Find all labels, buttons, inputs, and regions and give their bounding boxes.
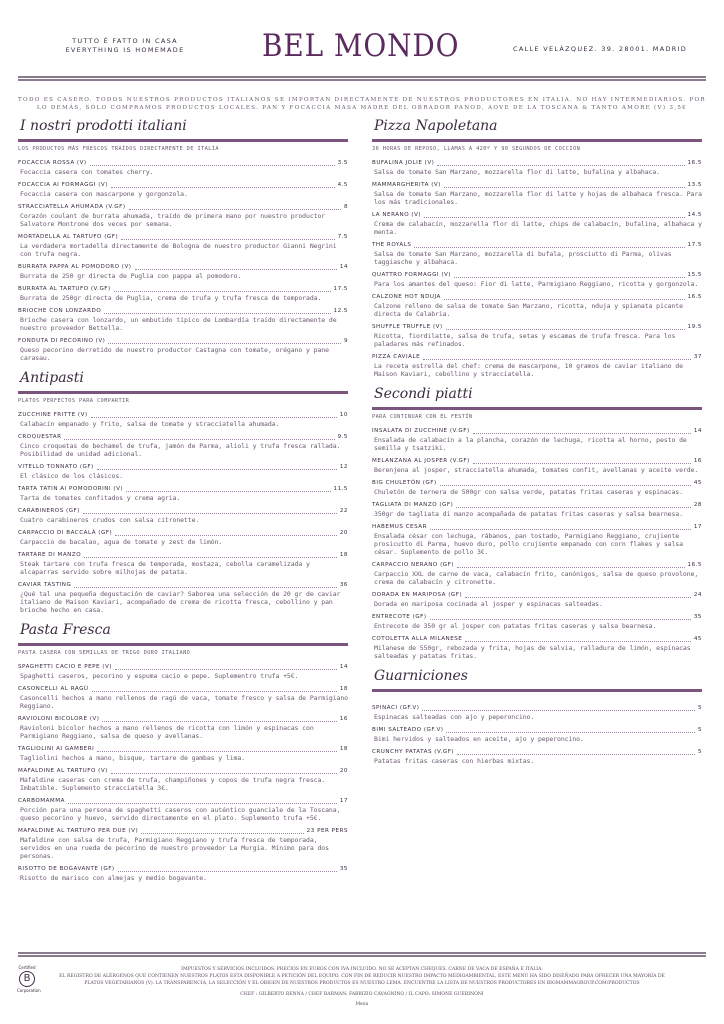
menu-item [18,865,348,882]
dot-leader [430,529,691,530]
item-description: Berenjena al josper, stracciatella ahumada, tomates confit, avellanas y aceite verde. [374,466,699,474]
dot-leader [91,417,337,418]
dot-leader [115,535,337,536]
item-name: ZUCCHINE FRITTE (V) [18,412,88,418]
item-price: 35 [693,614,702,620]
dot-leader [115,669,337,670]
menu-column-right [372,116,702,771]
item-price: 20 [339,768,348,774]
menu-item [372,159,702,176]
item-price: 13.5 [687,182,702,188]
item-name: STRACCIATELLA AHUMADA (V.GF) [18,204,126,210]
menu-item [372,726,702,743]
item-description: Mafaldine caseras con crema de trufa, champiñones y copos de trufa negra fresca. Imbatible. Suplemento stracciatella 3€. [20,776,326,792]
item-description: Carpaccio XXL de carne de vaca, calabacín frito, canónigos, salsa de queso provolone, crema de calabacín y citronette. [374,570,699,586]
item-name: BURRATA AL TARTUFO (V.GF) [18,286,111,292]
menu-item [372,181,702,206]
item-description: Ravioloni bicolor hechos a mano rellenos de ricotta con limón y espinacas con Parmigiano Reggiano, salsa de queso y avellanas. [20,724,314,740]
item-description: Ricotta, fiordilatte, salsa de trufa, setas y escamas de trufa fresca. Para los paladares más refinados. [374,332,676,348]
item-name: INSALATA DI ZUCCHINE (V.GF) [372,428,470,434]
item-price: 14 [339,664,348,670]
item-name: BUFALINA JOLIE (V) [372,160,435,166]
dot-leader [454,277,684,278]
item-name: RISOTTO DE BOGAVANTE (GF) [18,866,115,872]
item-description: Queso pecorino derretido de nuestro productor Castagna con tomate, orégano y pane carasau. [20,346,329,362]
item-name: VITELLO TONNATO (GF) [18,464,94,470]
menu-item [18,827,348,860]
item-price: 16.5 [687,294,702,300]
item-name: QUATTRO FORMAGGI (V) [372,272,452,278]
item-price: 37 [693,354,702,360]
dot-leader [457,567,685,568]
item-description: Bimi hervidos y salteados en aceite, ajo y peperoncino. [374,735,584,743]
menu-item [372,613,702,630]
item-description: Ensalada de calabacín a la plancha, corazón de lechuga, ricotta al horno, pesto de semilla y tsatziki. [374,436,687,452]
section-divider [372,139,702,142]
item-description: ¿Qué tal una pequeña degustación de caviar? Saborea una selección de 20 gr de caviar italiano de Maison Kaviari, acompañado de crema de ricotta fresca, cebollino y pan brioche hecho en casa. [20,590,341,614]
item-description: Milanese de 550gr, rebozada y frita, hojas de salvia, ralladura de limón, espinacas salteadas y patatas fritas. [374,644,691,660]
item-price: 11.5 [333,486,348,492]
menu-section [18,116,348,362]
item-name: SHUFFLE TRUFFLE (V) [372,324,443,330]
item-price: 16.5 [687,562,702,568]
item-name: CASONCELLI AL RAGÙ [18,686,89,692]
item-description: Dorada en mariposa cocinada al josper y espinacas salteadas. [374,600,603,608]
item-name: TARTA TATIN AI POMODORINI (V) [18,486,124,492]
address: CALLE VELÁZQUEZ. 39. 28001. MADRID [513,45,688,53]
item-name: HABEMUS CESAR [372,524,427,530]
item-name: MAMMARGHERITA (V) [372,182,441,188]
dot-leader [83,513,337,514]
item-price: 18 [339,746,348,752]
item-description: Salsa de tomate San Marzano, mozzarella flor di latte y hojas de albahaca fresca. Para los más tradicionales. [374,190,702,206]
item-price: 9.5 [337,434,348,440]
item-description: La verdadera mortadella directamente de Bologna de nuestro productor Gianni Negrini con trufa negra. [20,242,337,258]
item-description: Burrata de 250gr directa de Puglia, crema de trufa y trufa fresca de temporada. [20,294,322,302]
item-name: FONDUTA DI PECORINO (V) [18,338,106,344]
item-name: THE ROYALS [372,242,412,248]
menu-item [18,307,348,332]
item-description: Tagliolini hechos a mano, bisque, tartare de gambas y lima. [20,754,245,762]
section-subtitle: PARA CONTINUAR CON EL FESTÍN [372,414,473,420]
dot-leader [92,691,337,692]
item-price: 45 [693,636,702,642]
item-price: 16 [339,716,348,722]
item-description: Ensalada césar con lechuga, rábanos, pan tostado, Parmigiano Reggiano, crujiente prosicutto di Parma, huevo duro, pollo crujiente empanado con corn flakes y salsa césar. Suplemento de pollo 3€. [374,532,683,556]
dot-leader [68,803,337,804]
item-price: 4.5 [337,182,348,188]
item-description: Corazón coulant de burrata ahumada, traído de primera mano por nuestro productor Salvatore Montrone dos veces por semana. [20,212,326,228]
menu-item [18,507,348,524]
item-name: FOCACCIA ROSSA (V) [18,160,87,166]
menu-item [18,485,348,502]
item-price: 5 [697,705,702,711]
tagline-italian: TUTTO È FATTO IN CASA [72,37,178,45]
item-price: 15.5 [687,272,702,278]
item-name: CROQUESTAR [18,434,62,440]
footer-credits: CHEF : GILBERTO RENNA / CHEF BARMAN: FABRIZIO CAVAGNINO / IL CAPO: SIMONE GUERINONI [240,992,484,997]
item-description: Focaccia casera con mascarpone y gorgonzola. [20,190,188,198]
item-name: CARABINEROS (GF) [18,508,80,514]
menu-item [372,748,702,765]
dot-leader [444,299,685,300]
menu-item [372,457,702,474]
dot-leader [414,247,684,248]
item-price: 36 [339,582,348,588]
dot-leader [473,433,691,434]
menu-item [372,479,702,496]
restaurant-logo: BEL MONDO [262,28,460,64]
menu-item [372,635,702,660]
item-description: Mafaldine con salsa de trufa, Parmigiano Reggiano y trufa fresca de temporada, servidos en una rueda de pecorino de nuestro proveedor La Murgia. Mínimo para dos personas. [20,836,329,860]
dot-leader [424,217,684,218]
dot-leader [126,491,330,492]
menu-section [372,116,702,378]
footer-divider [18,952,706,957]
item-price: 17.5 [333,286,348,292]
footer-line-2: EL REGISTRO DE ALÉRGENOS QUE CONTIENEN NUESTROS PLATOS ESTÁ DISPONIBLE A PETICIÓN DEL EQUIPO. CON FIN DE REDUCIR NUESTRO IMPACTO MEDIOAMBIENTAL, ESTE MENÚ HA SIDO DISEÑADO PARA OFRECER UNA MAYORÍA DE PLATOS VEGETARIANOS (V). LA TRANSPARENCIA, LA SELECCIÓN Y EL ORIGEN DE NUESTROS PRODUCTOS ES NUESTRO LEMA. ENCUENTRE LA LISTA DE NUESTROS PRODUCTORES EN BIGMAMMAGROUP.COM/PRODUCTOS [59,974,665,986]
item-price: 14.5 [687,212,702,218]
item-name: MAFALDINE AL TARTUFO PER DUE (V) [18,828,139,834]
menu-section [18,368,348,614]
item-name: BRIOCHE CON LONZARDO [18,308,102,314]
item-price: 18 [339,552,348,558]
item-price: 20 [339,530,348,536]
menu-item [372,323,702,348]
menu-item [18,285,348,302]
item-description: Brioche casera con lonzardo, un embutido típico de Lombardía traído directamente de nuestro proveedor Bettella. [20,316,337,332]
item-description: Calabacín empanado y frito, salsa de tomate y stracciatella ahumada. [20,420,280,428]
menu-item [372,293,702,318]
item-description: Cinco croquetas de bechamel de trufa, jamón de Parma, alioli y trufa fresca rallada. Posibilidad de unidad adicional. [20,442,341,458]
item-description: Risotto de marisco con almejas y medio bogavante. [20,874,207,882]
item-name: TAGLIATA DI MANZO (GF) [372,502,454,508]
item-description: Para los amantes del queso: Fior di latte, Parmigiano Reggiano, ricotta y gorgonzola. [374,280,699,288]
item-price: 22 [339,508,348,514]
dot-leader [64,439,334,440]
section-divider [372,407,702,410]
menu-item [372,523,702,556]
menu-item [18,337,348,362]
menu-item [18,551,348,576]
dot-leader [74,587,337,588]
item-price: 10 [339,412,348,418]
menu-item [372,704,702,721]
item-description: Focaccia casera con tomates cherry. [20,168,154,176]
dot-leader [97,751,337,752]
item-name: CRUNCHY PATATAS (V.GF) [372,749,455,755]
item-price: 17 [339,798,348,804]
menu-item [18,463,348,480]
intro-text: TODO ES CASERO. TODOS NUESTROS PRODUCTOS ITALIANOS SE IMPORTAN DIRECTAMENTE DE NUESTROS PRODUCTORES EN ITALIA. NO HAY INTERMEDIARIOS. POR LO DEMÁS, SÓLO COMPRAMOS PRODUCTOS LOCALES. PAN Y FOCACCIA MASA MADRE DEL OBRADOR PANOD, AOVE DE LA TOSCANA & TANTO AMORE (V) 3,5€ [18,97,706,111]
page-label: Menu [355,1002,369,1007]
menu-section [18,620,348,882]
menu-item [18,797,348,822]
section-subtitle: 36 HORAS DE REPOSO, LLAMAS A 420º Y 90 SEGUNDOS DE COCCIÓN [372,146,581,152]
dot-leader [84,557,337,558]
item-name: ENTRECOTE (GF) [372,614,427,620]
item-price: 18 [339,686,348,692]
menu-item [18,233,348,258]
menu-item [18,411,348,428]
dot-leader [465,641,691,642]
menu-item [18,715,348,740]
dot-leader [97,469,337,470]
item-name: CARPACCIO NERANO (GF) [372,562,454,568]
dot-leader [104,313,330,314]
section-divider [18,139,348,142]
item-price: 23 PER PERS [306,828,348,834]
section-title: Antipasti [20,370,84,386]
item-price: 7.5 [337,234,348,240]
dot-leader [111,187,335,188]
item-description: Spaghetti caseros, pecorino y espuma cacio e pepe. Suplementro trufa +5€. [20,672,299,680]
menu-item [18,745,348,762]
dot-leader [129,209,341,210]
dot-leader [135,269,337,270]
item-description: Carpaccio de bacalao, agua de tomate y zest de limón. [20,538,223,546]
dot-leader [446,732,694,733]
dot-leader [430,619,691,620]
section-title: Pasta Fresca [20,622,111,638]
dot-leader [118,871,337,872]
item-name: MORTADELLA AL TARTUFO (GF) [18,234,119,240]
badge-top: Certified [18,965,36,970]
dot-leader [141,833,304,834]
item-price: 16.5 [687,160,702,166]
menu-item [18,203,348,228]
item-price: 3.5 [337,160,348,166]
dot-leader [473,463,691,464]
dot-leader [90,165,335,166]
item-price: 9 [343,338,348,344]
footer-line-1: IMPUESTOS Y SERVICIOS INCLUIDOS. PRECIOS EN EUROS CON IVA INCLUIDO. NO SE ACEPTAN CHEQUES. CARNE DE VACA DE ESPAÑA E ITALIA. [181,967,543,972]
item-name: CARPACCIO DI BACCALÀ (GF) [18,530,113,536]
item-description: Espinacas salteadas con ajo y peperoncino. [374,713,535,721]
section-subtitle: LOS PRODUCTOS MÁS FRESCOS TRAÍDOS DIRECTAMENTE DE ITALIA [18,146,219,152]
menu-section [372,384,702,660]
item-price: 24 [693,592,702,598]
section-subtitle: PASTA CASERA CON SEMILLAS DE TRIGO DURO ITALIANO [18,650,191,656]
menu-item [18,663,348,680]
dot-leader [422,710,694,711]
item-description: Porción para una persona de spaghetti caseros con auténtico guanciale de la Toscana, queso pecorino y huevo, servido directamente en el plato. Suplemento trufa +5€. [20,806,341,822]
item-description: Cuatro carabineros crudos con salsa citronette. [20,516,200,524]
item-description: Calzone relleno de salsa de tomate San Marzano, ricotta, nduja y spianata picante directa de Calabria. [374,302,683,318]
item-price: 14 [693,428,702,434]
item-name: COTOLETTA ALLA MILANESE [372,636,463,642]
menu-item [18,433,348,458]
menu-section [372,666,702,765]
dot-leader [444,187,685,188]
menu-item [18,263,348,280]
item-price: 19.5 [687,324,702,330]
item-description: 350gr de tagliata di manzo acompañada de patatas fritas caseras y salsa bearnesa. [374,510,683,518]
item-name: BURRATA PAPPA AL POMODORO (V) [18,264,132,270]
item-description: Salsa de tomate San Marzano, mozzarella di bufala, prosciutto di Parma, olivas taggiasche y albahaca. [374,250,672,266]
item-price: 12.5 [333,308,348,314]
menu-item [18,685,348,710]
item-name: CARBOMAMMA [18,798,65,804]
item-price: 45 [693,480,702,486]
dot-leader [457,754,695,755]
item-description: Chuletón de ternera de 500gr con salsa verde, patatas fritas caseras y espinacas. [374,488,683,496]
menu-item [18,581,348,614]
menu-column-left [18,116,348,888]
section-divider [372,689,702,692]
item-description: Crema de calabacín, mozzarella flor di latte, chips de calabacín, bufalina, albahaca y menta. [374,220,702,236]
menu-item [18,767,348,792]
item-price: 28 [693,502,702,508]
menu-item [372,561,702,586]
item-name: BIG CHULETÓN (GF) [372,480,437,486]
item-name: CAVIAR TASTING [18,582,72,588]
item-price: 12 [339,464,348,470]
dot-leader [108,343,341,344]
menu-item [372,427,702,452]
dot-leader [111,773,337,774]
menu-item [18,159,348,176]
item-description: Steak tartare con trufa fresca de temporada, mostaza, cebolla caramelizada y alcaparras servido sobre milhojas de patata. [20,560,310,576]
menu-item [18,181,348,198]
dot-leader [121,239,334,240]
item-price: 16 [693,458,702,464]
header-divider [18,76,706,81]
item-name: LA NERANO (V) [372,212,422,218]
tagline [55,37,195,55]
footer-notes [30,966,694,1008]
section-title: Secondi piatti [374,386,473,402]
item-name: BIMI SALTEADO (GF.V) [372,727,444,733]
dot-leader [437,165,684,166]
badge-bottom: Corporation [17,988,41,993]
item-price: 5 [697,749,702,755]
section-subtitle: PLATOS PERFECTOS PARA COMPARTIR [18,398,130,404]
menu-item [372,501,702,518]
menu-item [372,591,702,608]
item-description: Patatas fritas caseras con hierbas mixtas. [374,757,535,765]
item-name: DORADA EN MARIPOSA (GF) [372,592,463,598]
item-description: Tarta de tomates confitados y crema agria. [20,494,181,502]
dot-leader [114,291,331,292]
item-price: 14 [339,264,348,270]
tagline-english: EVERYTHING IS HOMEMADE [65,46,185,54]
item-name: RAVIOLONI BICOLORE (V) [18,716,100,722]
b-corp-icon: B [19,971,35,987]
item-price: 17 [693,524,702,530]
dot-leader [456,507,691,508]
section-divider [18,643,348,646]
item-price: 35 [339,866,348,872]
menu-item [372,241,702,266]
section-title: Pizza Napoletana [374,118,498,134]
menu-item [372,211,702,236]
dot-leader [440,485,691,486]
section-divider [18,391,348,394]
dot-leader [446,329,685,330]
item-description: Salsa de tomate San Marzano, mozzarella flor di latte, bufalina y albahaca. [374,168,661,176]
dot-leader [423,359,691,360]
item-name: TARTARE DI MANZO [18,552,82,558]
item-description: Burrata de 250 gr directa de Puglia con pappa al pomodoro. [20,272,242,280]
item-name: MELANZANA AL JOSPER (V.GF) [372,458,470,464]
item-description: Casoncelli hechos a mano rellenos de ragú de vaca, tomate fresco y salsa de Parmigiano Reggiano. [20,694,348,710]
item-description: La receta estrella del chef: crema de mascarpone, 10 gramos de caviar italiano de Maison Kaviari, cebollino y stracciatella. [374,362,683,378]
item-name: SPAGHETTI CACIO E PEPE (V) [18,664,112,670]
section-title: I nostri prodotti italiani [20,118,187,134]
item-price: 8 [343,204,348,210]
item-name: PIZZA CAVIALE [372,354,421,360]
item-description: Entrecote de 350 gr al josper con patatas fritas caseras y salsa bearnesa. [374,622,657,630]
item-name: FOCACCIA AI FORMAGGI (V) [18,182,108,188]
menu-item [372,353,702,378]
item-name: SPINACI (GF.V) [372,705,420,711]
dot-leader [465,597,691,598]
menu-item [18,529,348,546]
item-name: CALZONE HOT NDUJA [372,294,441,300]
item-name: MAFALDINE AL TARTUFO (V) [18,768,108,774]
menu-item [372,271,702,288]
item-price: 17.5 [687,242,702,248]
item-name: TAGLIOLINI AI GAMBERI [18,746,95,752]
item-description: El clásico de los clásicos. [20,472,123,480]
section-title: Guarniciones [374,668,468,684]
item-price: 5 [697,727,702,733]
dot-leader [102,721,336,722]
